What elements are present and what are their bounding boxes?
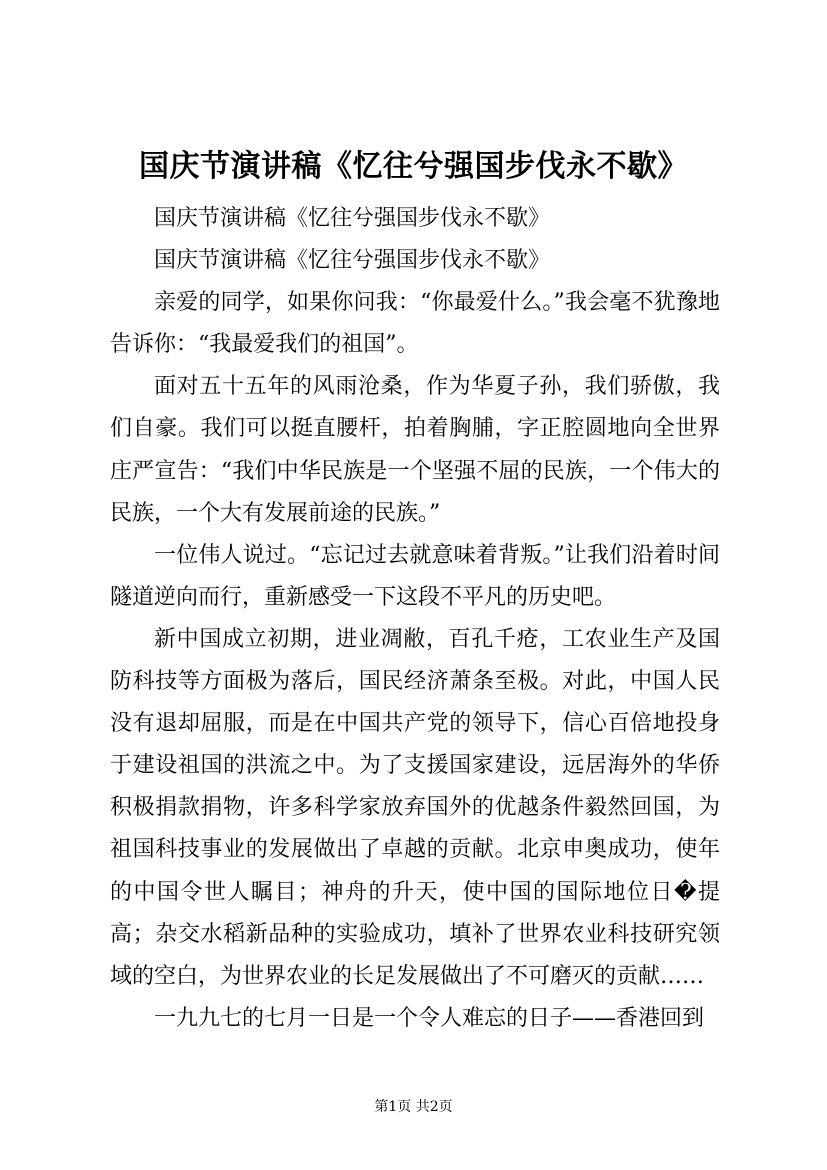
paragraph: 新中国成立初期，进业凋敝，百孔千疮，工农业生产及国防科技等方面极为落后，国民经济萧条至极。对此，中国人民没有退却屈服，而是在中国共产党的领导下，信心百倍地投身于建设祖国的洪流之中。为了支援国家建设，远居海外的华侨积极捐款捐物，许多科学家放弃国外的优越条件毅然回国，为祖国科技事业的发展做出了卓越的贡献。北京申奥成功，使年的中国令世人瞩目；神舟的升天，使中国的国际地位日�提高；杂交水稻新品种的实验成功，填补了世界农业科技研究领域的空白，为世界农业的长足发展做出了不可磨灭的贡献……: [110, 626, 720, 989]
paragraph: 一九九七的七月一日是一个令人难忘的日子——香港回到: [154, 1005, 705, 1031]
paragraph-heading-1: 国庆节演讲稿《忆往兮强国步伐永不歇》: [154, 206, 551, 231]
document-body: [110, 198, 720, 1040]
page-footer: 第1页 共2页: [374, 1099, 453, 1115]
paragraph: 亲爱的同学，如果你问我：“你最爱什么。”我会毫不犹豫地告诉你：“我最爱我们的祖国”。: [110, 290, 720, 358]
paragraph-heading-2: 国庆节演讲稿《忆往兮强国步伐永不歇》: [154, 248, 551, 274]
document-title: 国庆节演讲稿《忆往兮强国步伐永不歇》: [139, 149, 688, 184]
paragraph: 面对五十五年的风雨沧桑，作为华夏子孙，我们骄傲，我们自豪。我们可以挺直腰杆，拍着胸脯，字正腔圆地向全世界庄严宣告：“我们中华民族是一个坚强不屈的民族，一个伟大的民族，一个大有发展前途的民族。”: [110, 374, 720, 526]
paragraph: 一位伟人说过。“忘记过去就意味着背叛。”让我们沿着时间隧道逆向而行，重新感受一下这段不平凡的历史吧。: [110, 542, 720, 610]
